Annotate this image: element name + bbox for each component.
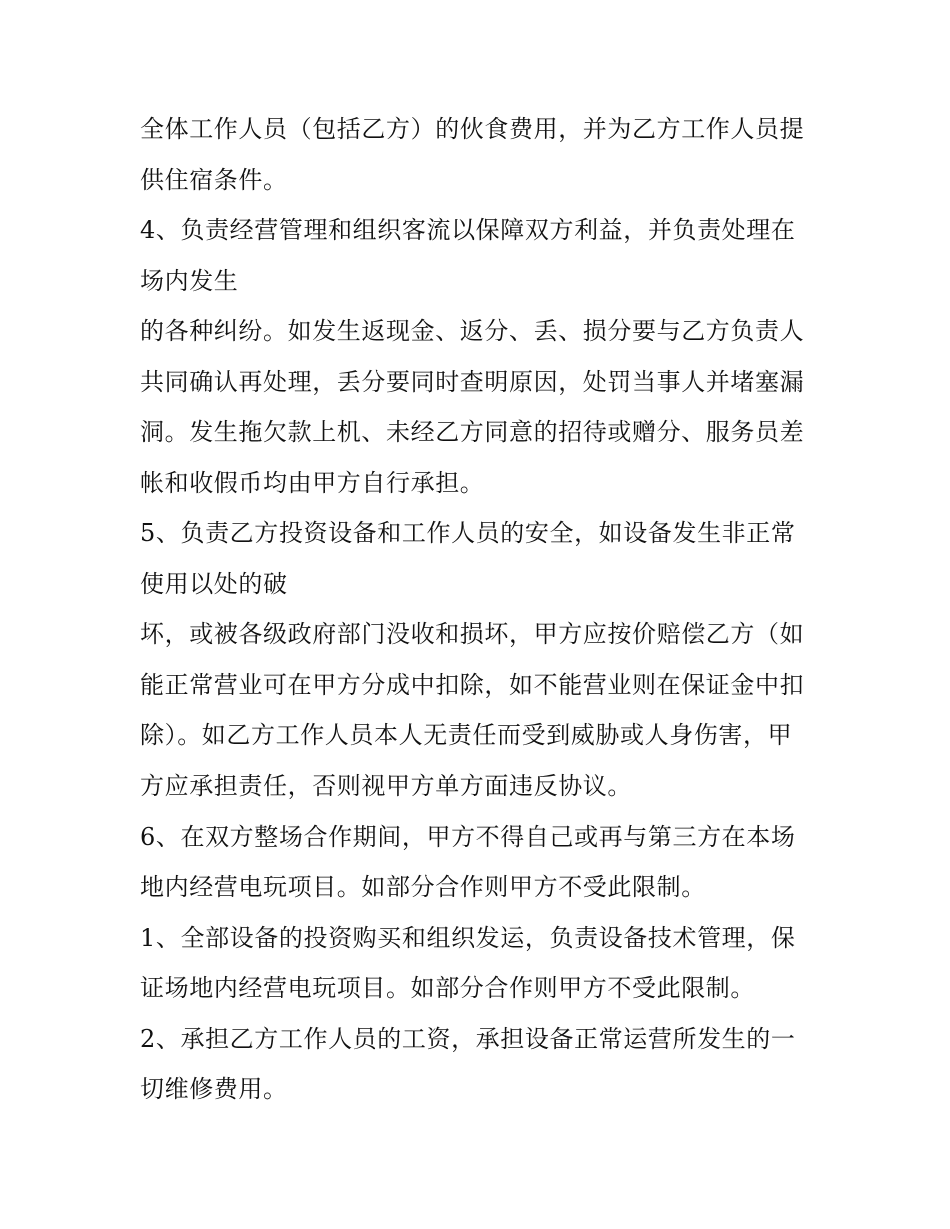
text-line: 地内经营电玩项目。如部分合作则甲方不受此限制。 [140, 873, 706, 901]
text-line: 4、负责经营管理和组织客流以保障双方利益，并负责处理在 [140, 216, 796, 244]
text-line: 1、全部设备的投资购买和组织发运，负责设备技术管理，保 [140, 924, 796, 952]
text-line: 坏，或被各级政府部门没收和损坏，甲方应按价赔偿乙方（如 [140, 620, 805, 648]
text-line: 除）。如乙方工作人员本人无责任而受到威胁或人身伤害，甲 [140, 721, 793, 749]
text-line: 2、承担乙方工作人员的工资，承担设备正常运营所发生的一 [140, 1025, 796, 1053]
text-line: 共同确认再处理，丢分要同时查明原因，处罚当事人并堵塞漏 [140, 368, 805, 396]
text-line: 证场地内经营电玩项目。如部分合作则甲方不受此限制。 [140, 974, 755, 1002]
text-line: 场内发生 [140, 267, 239, 295]
text-line: 能正常营业可在甲方分成中扣除，如不能营业则在保证金中扣 [140, 671, 805, 699]
text-line: 使用以处的破 [140, 570, 288, 598]
text-line: 洞。发生拖欠款上机、未经乙方同意的招待或赠分、服务员差 [140, 418, 805, 446]
text-line: 6、在双方整场合作期间，甲方不得自己或再与第三方在本场 [140, 823, 796, 851]
text-line: 全体工作人员（包括乙方）的伙食费用，并为乙方工作人员提 [140, 115, 805, 143]
text-line: 的各种纠纷。如发生返现金、返分、丢、损分要与乙方负责人 [140, 317, 805, 345]
text-line: 5、负责乙方投资设备和工作人员的安全，如设备发生非正常 [140, 519, 796, 547]
text-line: 帐和收假币均由甲方自行承担。 [140, 469, 485, 497]
text-line: 方应承担责任，否则视甲方单方面违反协议。 [140, 772, 632, 800]
text-line: 切维修费用。 [140, 1075, 288, 1103]
text-line: 供住宿条件。 [140, 166, 288, 194]
